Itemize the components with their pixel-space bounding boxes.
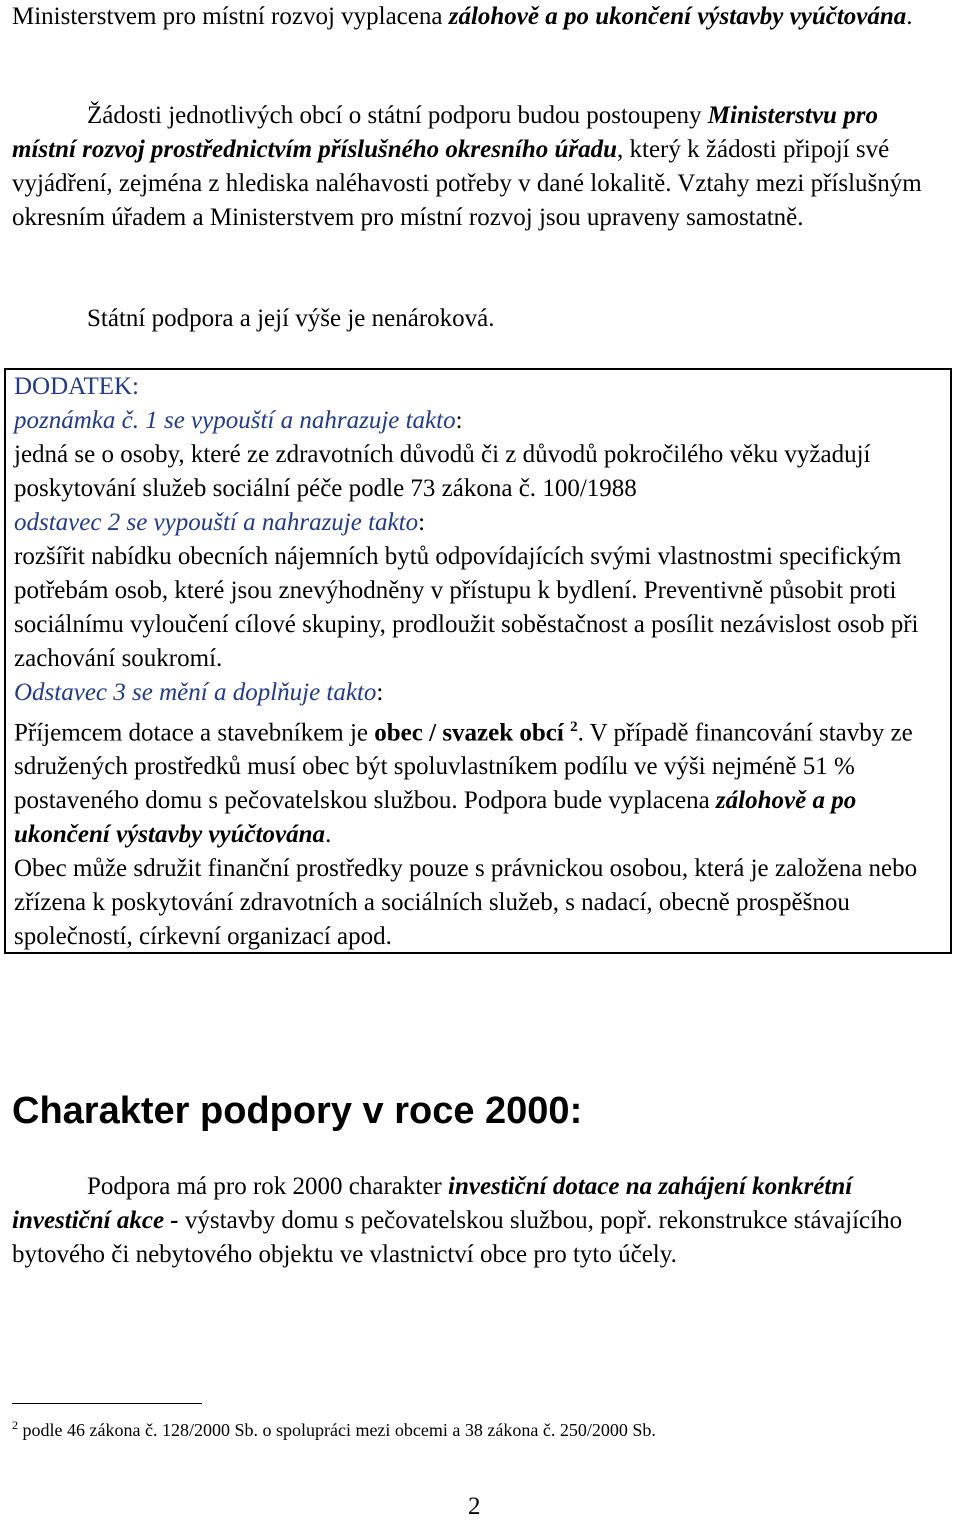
odstavec-3-text-2: Obec může sdružit finanční prostředky pouze s právnickou osobou, která je založena nebo zřízena k poskytování zdravotních a sociálních služeb, s nadací, obecně prospěšnou společností, církevní organizací apod. — [14, 855, 918, 951]
odstavec-3-text-a: Příjemcem dotace a stavebníkem je — [14, 719, 375, 747]
applications-emphasis: Ministerstvu pro místní rozvoj prostřednictvím příslušného okresního úřadu — [12, 102, 878, 163]
section-heading: Charakter podpory v roce 2000: — [12, 1090, 583, 1132]
odstavec-3-emphasis: zálohově a po ukončení výstavby vyúčtována — [14, 787, 857, 849]
intro-paragraph — [12, 0, 948, 34]
odstavec-2-text: rozšířit nabídku obecních nájemních bytů odpovídajících svými vlastnostmi specifickým potřebám osob, které jsou znevýhodněny v přístupu k bydlení. Preventivně působit proti sociálnímu vyloučení cílové skupiny, prodloužit soběstačnost a posílit nezávislost osob při zachování soukromí. — [14, 543, 919, 672]
odstavec-3-bold: obec / svazek obcí — [374, 719, 571, 747]
odstavec-2-colon: : — [418, 509, 426, 536]
odstavec-3-colon: : — [376, 679, 384, 706]
support-character-paragraph — [12, 1170, 948, 1272]
applications-text-3: Vztahy mezi příslušným okresním úřadem a Ministerstvem pro místní rozvoj jsou upraveny samostatně. — [12, 170, 922, 231]
page-number: 2 — [468, 1493, 481, 1520]
note-1-text — [14, 438, 950, 506]
intro-text: Ministerstvem pro místní rozvoj vyplacena — [12, 3, 449, 30]
support-text-2: výstavby domu s pečovatelskou službou, popř. rekonstrukce stávajícího bytového či nebytového objektu ve vlastnictví obce pro tyto účely. — [12, 1207, 903, 1268]
applications-text-2: , který k žádosti připojí své vyjádření, zejména z hlediska naléhavosti potřeby v dané lokalitě. — [12, 136, 890, 197]
footnote-ref[interactable]: 2 — [570, 719, 578, 735]
addendum-box — [4, 368, 952, 954]
note-1-text-a: jedná se o osoby, které ze zdravotních důvodů či z důvodů pokročilého věku vyžadují poskytování služeb sociální péče podle 73 zákona č. — [14, 441, 871, 502]
note-1-colon: : — [455, 407, 463, 434]
footnote-number: 2 — [12, 1418, 18, 1432]
footnote-separator — [12, 1403, 202, 1404]
addendum-title: DODATEK: — [14, 373, 139, 400]
odstavec-3-text-b: . V případě financování stavby ze sdružených prostředků musí obec být spoluvlastníkem podílu ve výši nejméně 51 % postaveného domu s pečovatelskou službou. Podpora bude vyplacena — [14, 719, 913, 815]
applications-text: Žádosti jednotlivých obcí o státní podporu budou postoupeny — [87, 102, 708, 129]
note-1-label: poznámka č. 1 se vypouští a nahrazuje takto — [14, 407, 456, 434]
odstavec-3-header — [14, 676, 950, 710]
note-1-text-b: 100/1988 — [536, 475, 637, 502]
odstavec-3-period: . — [325, 821, 332, 849]
footnote — [12, 1418, 656, 1441]
intro-period: . — [906, 3, 913, 30]
odstavec-3-label: Odstavec 3 se mění a doplňuje takto — [14, 679, 377, 706]
odstavec-2-header — [14, 506, 950, 540]
applications-paragraph — [12, 99, 948, 235]
intro-emphasis: zálohově a po ukončení výstavby vyúčtována — [448, 3, 907, 30]
footnote-text: podle 46 zákona č. 128/2000 Sb. o spolupráci mezi obcemi a 38 zákona č. 250/2000 Sb. — [18, 1420, 656, 1440]
support-emphasis: investiční dotace na zahájení konkrétní investiční akce - — [12, 1173, 853, 1234]
odstavec-3-text — [14, 710, 950, 852]
note-1-header — [14, 404, 950, 438]
odstavec-2-label: odstavec 2 se vypouští a nahrazuje takto — [14, 509, 419, 536]
non-claimable-paragraph: Státní podpora a její výše je nenároková. — [87, 305, 495, 332]
support-text: Podpora má pro rok 2000 charakter — [87, 1173, 448, 1200]
